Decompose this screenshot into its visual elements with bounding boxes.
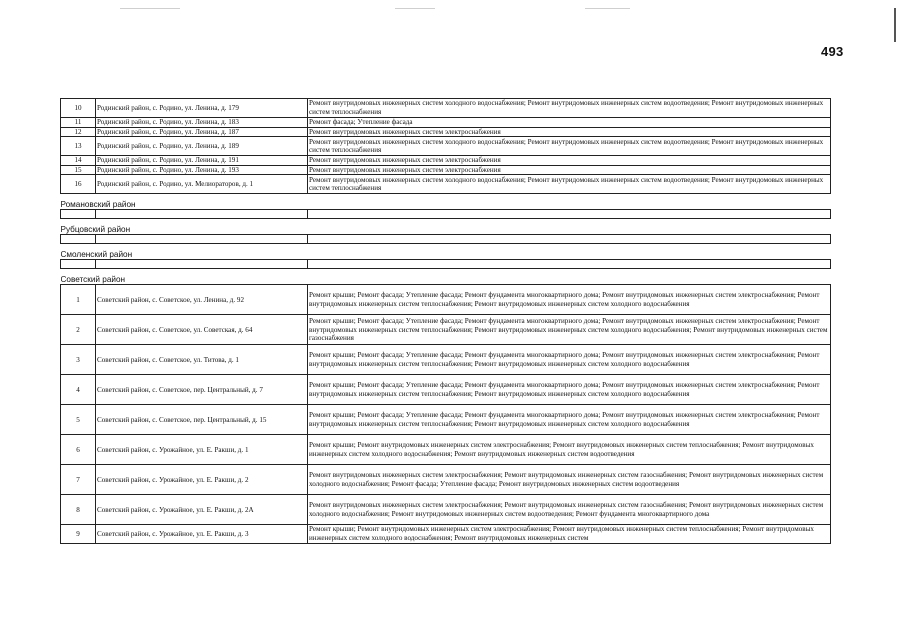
- row-number-cell: 2: [61, 315, 96, 345]
- table-row: [61, 315, 831, 345]
- address-cell: Советский район, с. Советское, пер. Центральный, д. 7: [96, 375, 308, 405]
- empty-cell: [96, 210, 308, 219]
- row-number-cell: 6: [61, 435, 96, 465]
- works-cell: Ремонт внутридомовых инженерных систем холодного водоснабжения; Ремонт внутридомовых инженерных систем водоотведения; Ремонт внутридомовых инженерных систем теплоснабжения: [308, 99, 831, 118]
- empty-cell: [308, 235, 831, 244]
- works-cell: Ремонт крыши; Ремонт внутридомовых инженерных систем электроснабжения; Ремонт внутридомовых инженерных систем теплоснабжения; Ремонт внутридомовых инженерных систем холодного водоснабжения; Ремонт внутридомовых инженерных систем водоотведения: [308, 435, 831, 465]
- table-row: [61, 165, 831, 175]
- district-heading: Рубцовский район: [61, 219, 831, 235]
- district-heading: Романовский район: [61, 194, 831, 210]
- table-row: [61, 345, 831, 375]
- table-row: [61, 465, 831, 495]
- page-number: 493: [821, 44, 844, 59]
- scan-noise-line: [120, 8, 180, 9]
- row-number-cell: 12: [61, 127, 96, 137]
- works-cell: Ремонт крыши; Ремонт фасада; Утепление фасада; Ремонт фундамента многоквартирного дома; Ремонт внутридомовых инженерных систем электроснабжения; Ремонт внутридомовых инженерных систем теплоснабжения; Ремонт внутридомовых инженерных систем холодного водоснабжения: [308, 405, 831, 435]
- table-row: [61, 127, 831, 137]
- empty-row: [61, 260, 831, 269]
- works-cell: Ремонт крыши; Ремонт фасада; Утепление фасада; Ремонт фундамента многоквартирного дома; Ремонт внутридомовых инженерных систем электроснабжения; Ремонт внутридомовых инженерных систем теплоснабжения; Ремонт внутридомовых инженерных систем холодного водоснабжения: [308, 345, 831, 375]
- address-cell: Советский район, с. Урожайное, ул. Е. Ракши, д. 2: [96, 465, 308, 495]
- address-cell: Родинский район, с. Родино, ул. Ленина, д. 191: [96, 156, 308, 166]
- row-number-cell: 1: [61, 285, 96, 315]
- works-cell: Ремонт фасада; Утепление фасада: [308, 118, 831, 128]
- empty-cell: [308, 260, 831, 269]
- address-cell: Родинский район, с. Родино, ул. Ленина, д. 179: [96, 99, 308, 118]
- works-cell: Ремонт внутридомовых инженерных систем электроснабжения: [308, 127, 831, 137]
- scan-noise-line: [585, 8, 630, 9]
- empty-cell: [61, 260, 96, 269]
- district-heading-row: [61, 269, 831, 285]
- works-cell: Ремонт крыши; Ремонт фасада; Утепление фасада; Ремонт фундамента многоквартирного дома; Ремонт внутридомовых инженерных систем электроснабжения; Ремонт внутридомовых инженерных систем теплоснабжения; Ремонт внутридомовых инженерных систем холодного водоснабжения: [308, 375, 831, 405]
- empty-row: [61, 210, 831, 219]
- address-cell: Советский район, с. Урожайное, ул. Е. Ракши, д. 2А: [96, 495, 308, 525]
- address-cell: Родинский район, с. Родино, ул. Мелиораторов, д. 1: [96, 175, 308, 194]
- table-row: [61, 137, 831, 156]
- table-row: [61, 375, 831, 405]
- address-cell: Советский район, с. Советское, ул. Советская, д. 64: [96, 315, 308, 345]
- scan-edge-mark: [894, 8, 896, 42]
- row-number-cell: 9: [61, 525, 96, 543]
- empty-cell: [308, 210, 831, 219]
- works-cell: Ремонт внутридомовых инженерных систем электроснабжения; Ремонт внутридомовых инженерных систем газоснабжения; Ремонт внутридомовых инженерных систем холодного водоснабжения; Ремонт внутридомовых инженерных систем водоотведения; Ремонт фундамента многоквартирного дома: [308, 495, 831, 525]
- address-cell: Родинский район, с. Родино, ул. Ленина, д. 187: [96, 127, 308, 137]
- address-cell: Советский район, с. Урожайное, ул. Е. Ракши, д. 1: [96, 435, 308, 465]
- table-body: [61, 99, 831, 544]
- row-number-cell: 8: [61, 495, 96, 525]
- row-number-cell: 7: [61, 465, 96, 495]
- row-number-cell: 14: [61, 156, 96, 166]
- works-cell: Ремонт внутридомовых инженерных систем холодного водоснабжения; Ремонт внутридомовых инженерных систем водоотведения; Ремонт внутридомовых инженерных систем теплоснабжения: [308, 137, 831, 156]
- address-cell: Родинский район, с. Родино, ул. Ленина, д. 189: [96, 137, 308, 156]
- works-cell: Ремонт внутридомовых инженерных систем электроснабжения: [308, 165, 831, 175]
- repair-program-table: [60, 98, 831, 544]
- address-cell: Советский район, с. Урожайное, ул. Е. Ракши, д. 3: [96, 525, 308, 543]
- table-row: [61, 285, 831, 315]
- row-number-cell: 3: [61, 345, 96, 375]
- empty-cell: [96, 260, 308, 269]
- district-heading-row: [61, 194, 831, 210]
- district-heading: Советский район: [61, 269, 831, 285]
- address-cell: Родинский район, с. Родино, ул. Ленина, д. 193: [96, 165, 308, 175]
- table-row: [61, 118, 831, 128]
- empty-row: [61, 235, 831, 244]
- row-number-cell: 13: [61, 137, 96, 156]
- empty-cell: [61, 235, 96, 244]
- table-row: [61, 405, 831, 435]
- table-row: [61, 525, 831, 543]
- works-cell: Ремонт крыши; Ремонт фасада; Утепление фасада; Ремонт фундамента многоквартирного дома; Ремонт внутридомовых инженерных систем электроснабжения; Ремонт внутридомовых инженерных систем теплоснабжения; Ремонт внутридомовых инженерных систем холодного водоснабжения: [308, 285, 831, 315]
- works-cell: Ремонт внутридомовых инженерных систем электроснабжения; Ремонт внутридомовых инженерных систем газоснабжения; Ремонт внутридомовых инженерных систем холодного водоснабжения; Ремонт фасада; Утепление фасада; Ремонт внутридомовых инженерных систем водоотведения: [308, 465, 831, 495]
- address-cell: Советский район, с. Советское, ул. Титова, д. 1: [96, 345, 308, 375]
- table-row: [61, 175, 831, 194]
- works-cell: Ремонт внутридомовых инженерных систем холодного водоснабжения; Ремонт внутридомовых инженерных систем водоотведения; Ремонт внутридомовых инженерных систем теплоснабжения: [308, 175, 831, 194]
- empty-cell: [96, 235, 308, 244]
- district-heading: Смоленский район: [61, 244, 831, 260]
- works-cell: Ремонт крыши; Ремонт фасада; Утепление фасада; Ремонт фундамента многоквартирного дома; Ремонт внутридомовых инженерных систем электроснабжения; Ремонт внутридомовых инженерных систем теплоснабжения; Ремонт внутридомовых инженерных систем холодного водоснабжения; Ремонт внутридомовых инженерных систем газоснабжения: [308, 315, 831, 345]
- row-number-cell: 10: [61, 99, 96, 118]
- address-cell: Советский район, с. Советское, пер. Центральный, д. 15: [96, 405, 308, 435]
- row-number-cell: 16: [61, 175, 96, 194]
- row-number-cell: 5: [61, 405, 96, 435]
- works-cell: Ремонт внутридомовых инженерных систем электроснабжения: [308, 156, 831, 166]
- table-row: [61, 435, 831, 465]
- empty-cell: [61, 210, 96, 219]
- district-heading-row: [61, 244, 831, 260]
- row-number-cell: 4: [61, 375, 96, 405]
- works-cell: Ремонт крыши; Ремонт внутридомовых инженерных систем электроснабжения; Ремонт внутридомовых инженерных систем теплоснабжения; Ремонт внутридомовых инженерных систем холодного водоснабжения; Ремонт внутридомовых инженерных систем: [308, 525, 831, 543]
- row-number-cell: 15: [61, 165, 96, 175]
- address-cell: Родинский район, с. Родино, ул. Ленина, д. 183: [96, 118, 308, 128]
- row-number-cell: 11: [61, 118, 96, 128]
- address-cell: Советский район, с. Советское, ул. Ленина, д. 92: [96, 285, 308, 315]
- table-row: [61, 99, 831, 118]
- district-heading-row: [61, 219, 831, 235]
- table-row: [61, 156, 831, 166]
- table-row: [61, 495, 831, 525]
- scan-noise-line: [395, 8, 435, 9]
